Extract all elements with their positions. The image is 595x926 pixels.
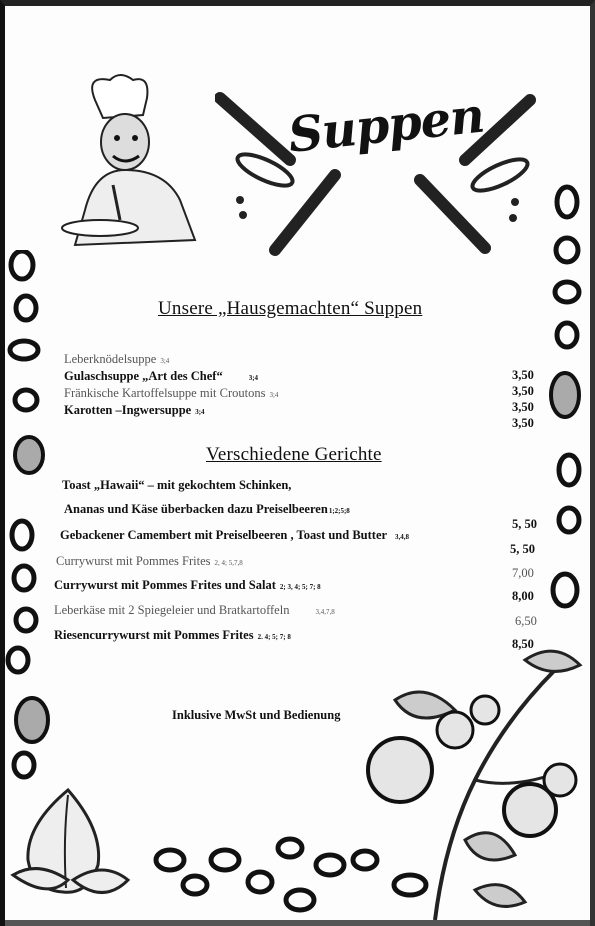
- dish-item: Ananas und Käse überbacken dazu Preiselbeeren1;2;5;8: [64, 502, 350, 516]
- soup-price: 3,50: [512, 400, 534, 414]
- soups-section-title: Unsere „Hausgemachten“ Suppen: [158, 298, 423, 319]
- soup-item: Karotten –Ingwersuppe 3;4: [64, 403, 205, 417]
- soup-price: 3,50: [512, 416, 534, 430]
- dish-price: 5, 50: [510, 542, 535, 556]
- dishes-section-title: Verschiedene Gerichte: [206, 444, 382, 465]
- dish-price: 7,00: [512, 566, 534, 580]
- dish-item: Currywurst mit Pommes Frites und Salat 2; 3, 4; 5; 7; 8: [54, 578, 321, 592]
- dish-item: Currywurst mit Pommes Frites 2, 4; 5,7,8: [56, 554, 243, 568]
- soup-price: 3,50: [512, 384, 534, 398]
- beans-left-decoration: [4, 250, 54, 790]
- beans-right-decoration: [545, 180, 590, 620]
- soup-item: Leberknödelsuppe 3;4: [64, 352, 170, 366]
- footer-note: Inklusive MwSt und Bedienung: [172, 708, 341, 722]
- dish-item: Gebackener Camembert mit Preiselbeeren , Toast und Butter 3,4,8: [60, 528, 410, 542]
- dish-item: Leberkäse mit 2 Spiegeleier und Bratkartoffeln 3,4,7,8: [54, 603, 335, 617]
- soup-item: Fränkische Kartoffelsuppe mit Croutons 3;4: [64, 386, 279, 400]
- menu-title: Suppen: [285, 87, 487, 164]
- dish-price: 8,50: [512, 637, 534, 651]
- dish-price: 8,00: [512, 589, 534, 603]
- soup-price: 3,50: [512, 368, 534, 382]
- dish-price: 6,50: [515, 614, 537, 628]
- beans-bottom-decoration: [150, 830, 440, 915]
- dish-item: Toast „Hawaii“ – mit gekochtem Schinken,: [62, 478, 292, 492]
- dish-price: 5, 50: [512, 517, 537, 531]
- soup-item: Gulaschsuppe „Art des Chef“ 3;4: [64, 369, 259, 383]
- chef-illustration: [55, 70, 215, 260]
- dish-item: Riesencurrywurst mit Pommes Frites 2. 4; 5; 7; 8: [54, 628, 291, 642]
- garlic-illustration: [8, 780, 138, 910]
